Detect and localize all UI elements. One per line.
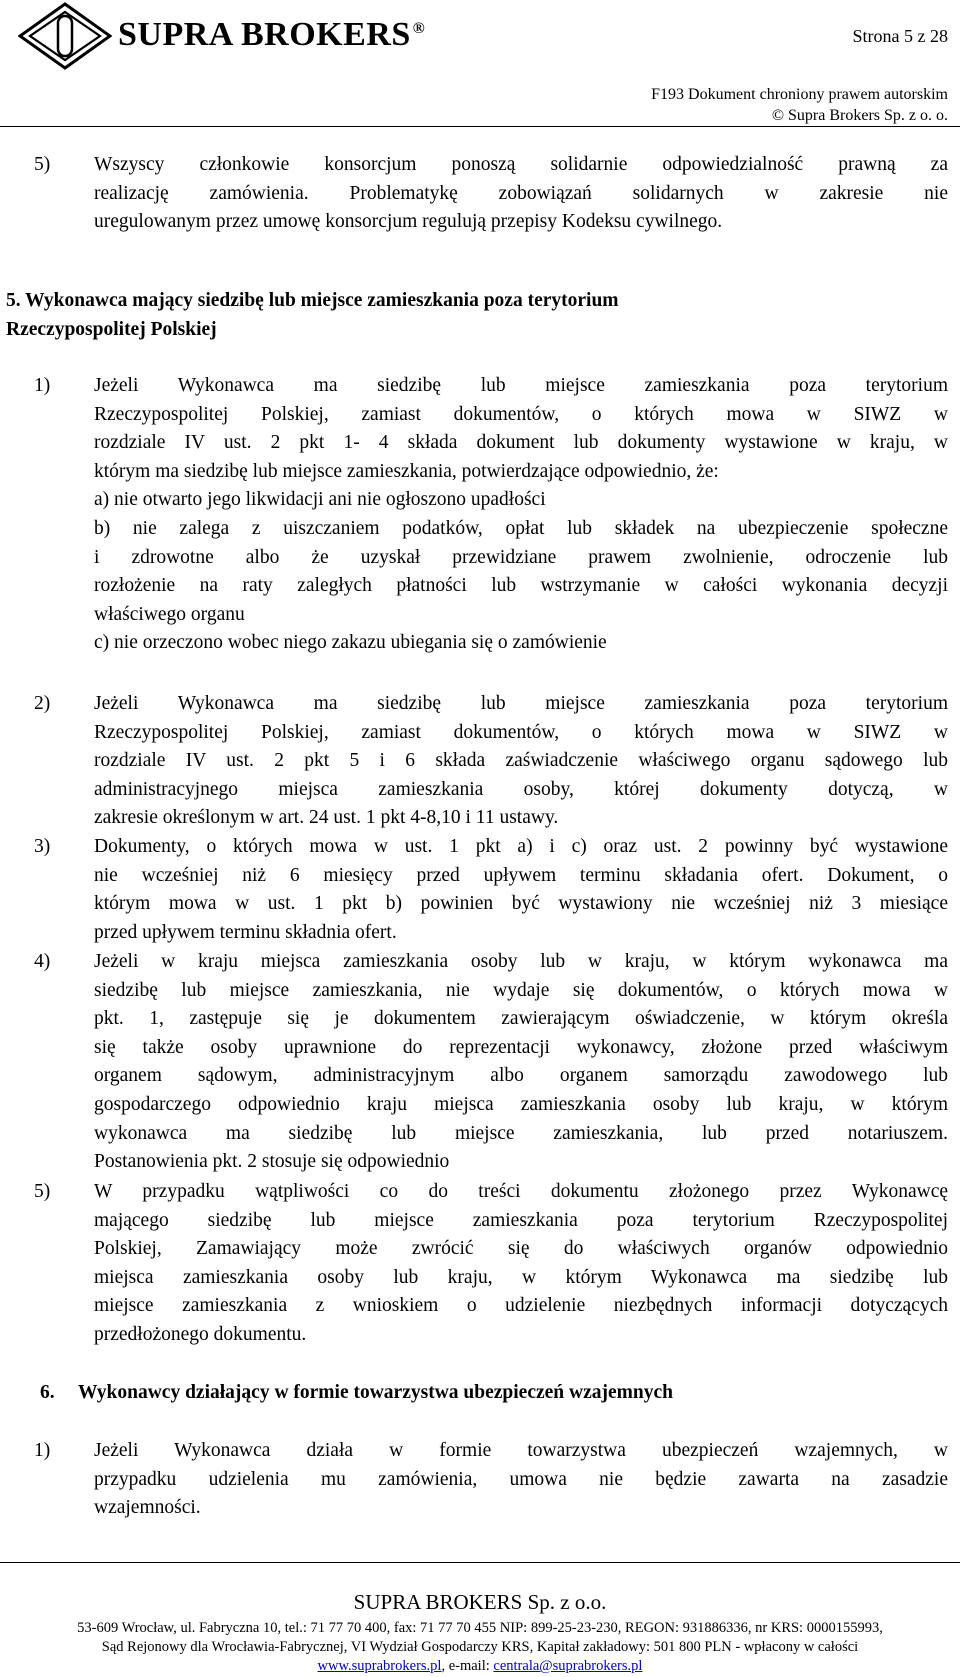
text-line: Rzeczypospolitej Polskiej, zamiast dokumentów, o których mowa w SIWZ w — [94, 403, 948, 425]
footer-address: 53-609 Wrocław, ul. Fabryczna 10, tel.: 71 77 70 400, fax: 71 77 70 455 NIP: 899-25-23-230, REGON: 931886336, nr KRS: 0000155993, — [77, 1620, 883, 1636]
text-line: przed upływem terminu składnia ofert. — [94, 921, 397, 943]
text-line: Jeżeli w kraju miejsca zamieszkania osoby lub w kraju, w którym wykonawca ma — [94, 951, 948, 972]
text-line: wzajemności. — [94, 1497, 201, 1519]
email-link[interactable]: centrala@suprabrokers.pl — [493, 1658, 643, 1674]
page-header — [0, 0, 960, 124]
text-line: którym ma siedzibę lub miejsce zamieszkania, potwierdzające odpowiednio, że: — [94, 460, 719, 482]
text-line: administracyjnego miejsca zamieszkania osoby, której dokumenty dotyczą, w — [94, 778, 948, 800]
section-number: 6. — [40, 1382, 55, 1403]
text-line: Jeżeli Wykonawca działa w formie towarzystwa ubezpieczeń wzajemnych, w — [94, 1440, 948, 1461]
text-line: Postanowienia pkt. 2 stosuje się odpowiednio — [94, 1151, 450, 1173]
list-number: 3) — [34, 836, 51, 857]
text-line: właściwego organu — [94, 603, 245, 625]
website-link[interactable]: www.suprabrokers.pl — [317, 1658, 442, 1674]
text-line: W przypadku wątpliwości co do treści dokumentu złożonego przez Wykonawcę — [94, 1181, 948, 1202]
registered-mark: ® — [412, 19, 426, 37]
page-number: Strona 5 z 28 — [852, 26, 948, 46]
header-divider — [0, 126, 960, 127]
text-line: uregulowanym przez umowę konsorcjum regulują przepisy Kodeksu cywilnego. — [94, 211, 723, 233]
text-line: mającego siedzibę lub miejsce zamieszkania poza terytorium Rzeczypospolitej — [94, 1209, 948, 1231]
text-line: przedłożonego dokumentu. — [94, 1323, 307, 1345]
text-line: nie wcześniej niż 6 miesięcy przed upływem terminu składania ofert. Dokument, o — [94, 864, 948, 886]
text-line: przypadku udzielenia mu zamówienia, umowa nie będzie zawarta na zasadzie — [94, 1468, 948, 1490]
company-logo — [18, 2, 488, 70]
email-label: , e-mail: — [441, 1658, 494, 1674]
text-line: rozłożenie na raty zaległych płatności lub wstrzymanie w całości wykonania decyzji — [94, 575, 948, 597]
text-line: organem sądowym, administracyjnym albo organem samorządu zawodowego lub — [94, 1065, 948, 1087]
list-number: 5) — [34, 1181, 51, 1202]
text-line: Dokumenty, o których mowa w ust. 1 pkt a) i c) oraz ust. 2 powinny być wystawione — [94, 836, 948, 857]
list-item — [94, 1178, 948, 1350]
list-number: 4) — [34, 951, 51, 972]
footer-divider — [0, 1562, 960, 1563]
text-line: rozdziale IV ust. 2 pkt 1- 4 składa dokument lub dokumenty wystawione w kraju, w — [94, 432, 948, 454]
text-line: Polskiej, Zamawiający może zwrócić się do właściwych organów odpowiednio — [94, 1238, 948, 1260]
text-line: miejsce zamieszkania z wnioskiem o udzielenie niezbędnych informacji dotyczących — [94, 1295, 948, 1317]
brand-text: SUPRA BROKERS — [118, 16, 411, 53]
text-line: Jeżeli Wykonawca ma siedzibę lub miejsce zamieszkania poza terytorium — [94, 693, 948, 714]
footer-registry: Sąd Rejonowy dla Wrocławia-Fabrycznej, VI Wydział Gospodarczy KRS, Kapitał zakładowy: 501 800 PLN - wpłacony w całości — [101, 1639, 859, 1655]
text-line: c) nie orzeczono wobec niego zakazu ubiegania się o zamówienie — [94, 632, 607, 654]
text-line: miejsca zamieszkania osoby lub kraju, w którym Wykonawca ma siedzibę lub — [94, 1266, 948, 1288]
list-item — [94, 690, 948, 833]
text-line: rozdziale IV ust. 2 pkt 5 i 6 składa zaświadczenie właściwego organu sądowego lub — [94, 750, 948, 772]
section-heading: Wykonawcy działający w formie towarzystwa ubezpieczeń wzajemnych — [78, 1382, 673, 1403]
text-line: realizację zamówienia. Problematykę zobowiązań solidarnych w zakresie nie — [94, 182, 948, 204]
list-number: 1) — [34, 1440, 51, 1461]
footer-company: SUPRA BROKERS Sp. z o.o. — [353, 1590, 607, 1614]
text-line: gospodarczego odpowiednio kraju miejsca zamieszkania osoby lub kraju, w którym — [94, 1093, 948, 1115]
supra-logo-icon — [18, 2, 112, 70]
text-line: i zdrowotne albo że uzyskał przewidziane prawem zwolnienie, odroczenie lub — [94, 546, 948, 568]
list-number: 5) — [34, 154, 51, 175]
section-heading: 5. Wykonawca mający siedzibę lub miejsce zamieszkania poza terytorium — [6, 290, 619, 311]
list-item — [94, 948, 948, 1177]
section-heading-cont: Rzeczypospolitej Polskiej — [6, 319, 217, 340]
list-item — [94, 833, 948, 947]
text-line: którym mowa w ust. 1 pkt b) powinien być wystawiony nie wcześniej niż 3 miesiące — [94, 893, 948, 915]
header-notice — [651, 84, 948, 126]
list-item — [94, 151, 948, 237]
brand-name — [118, 16, 425, 54]
list-number: 2) — [34, 693, 51, 714]
text-line: pkt. 1, zastępuje się je dokumentem zawierającym oświadczenie, w którym określa — [94, 1008, 948, 1030]
list-item — [94, 1437, 948, 1523]
footer-contact — [0, 1658, 960, 1675]
text-line: b) nie zalega z uiszczaniem podatków, opłat lub składek na ubezpieczenie społeczne — [94, 517, 948, 539]
text-line: się także osoby uprawnione do reprezentacji wykonawcy, złożone przed właściwym — [94, 1036, 948, 1058]
list-item — [94, 372, 948, 658]
text-line: siedzibę lub miejsce zamieszkania, nie wydaje się dokumentów, o których mowa w — [94, 979, 948, 1001]
text-line: wykonawca ma siedzibę lub miejsce zamieszkania, lub przed notariuszem. — [94, 1122, 948, 1144]
text-line: Jeżeli Wykonawca ma siedzibę lub miejsce zamieszkania poza terytorium — [94, 375, 948, 396]
text-line: a) nie otwarto jego likwidacji ani nie ogłoszono upadłości — [94, 489, 546, 511]
list-number: 1) — [34, 375, 51, 396]
text-line: Wszyscy członkowie konsorcjum ponoszą solidarnie odpowiedzialność prawną za — [94, 154, 948, 175]
copyright-notice: F193 Dokument chroniony prawem autorskim — [651, 86, 948, 103]
text-line: zakresie określonym w art. 24 ust. 1 pkt 4-8,10 i 11 ustawy. — [94, 807, 559, 829]
copyright-owner: © Supra Brokers Sp. z o. o. — [771, 107, 948, 124]
text-line: Rzeczypospolitej Polskiej, zamiast dokumentów, o których mowa w SIWZ w — [94, 721, 948, 743]
